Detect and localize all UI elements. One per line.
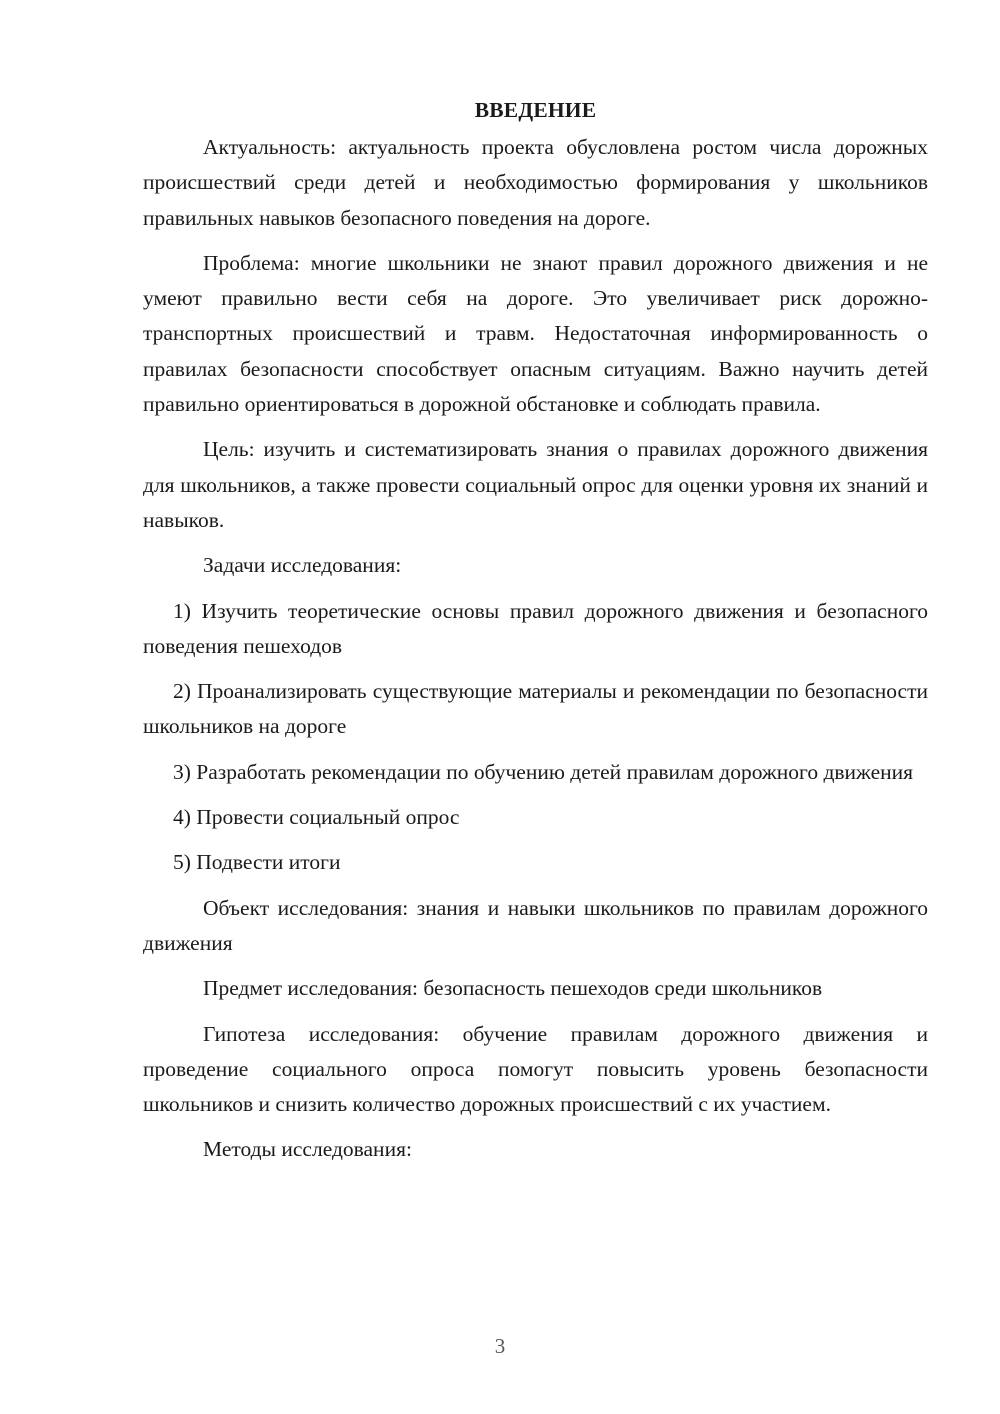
task-item-5: 5) Подвести итоги: [173, 850, 341, 875]
page-content: [143, 95, 928, 1178]
page-number: 3: [494, 1334, 506, 1358]
task-item-1: 1) Изучить теоретические основы правил дорожного движения и безопасного поведения пешеходов: [143, 598, 928, 658]
problem-paragraph: Проблема: многие школьники не знают правил дорожного движения и не умеют правильно вести себя на дороге. Это увеличивает риск дорожно-транспортных происшествий и травм. Недостаточная информированность о правилах безопасности способствует опасным ситуациям. Важно научить детей правильно ориентироваться в дорожной обстановке и соблюдать правила.: [143, 250, 928, 417]
object-paragraph: Объект исследования: знания и навыки школьников по правилам дорожного движения: [143, 895, 928, 955]
goal-paragraph: Цель: изучить и систематизировать знания о правилах дорожного движения для школьников, а также провести социальный опрос для оценки уровня их знаний и навыков.: [143, 437, 928, 532]
tasks-heading: Задачи исследования:: [203, 553, 402, 578]
task-item-4: 4) Провести социальный опрос: [173, 805, 460, 830]
task-item-2: 2) Проанализировать существующие материалы и рекомендации по безопасности школьников на дороге: [143, 679, 928, 739]
subject-paragraph: Предмет исследования: безопасность пешеходов среди школьников: [203, 976, 823, 1001]
methods-heading: Методы исследования:: [203, 1137, 412, 1162]
tasks-list: [143, 594, 928, 881]
task-item-3: 3) Разработать рекомендации по обучению детей правилам дорожного движения: [173, 759, 914, 784]
hypothesis-paragraph: Гипотеза исследования: обучение правилам дорожного движения и проведение социального опроса помогут повысить уровень безопасности школьников и снизить количество дорожных происшествий с их участием.: [143, 1021, 928, 1117]
section-title: ВВЕДЕНИЕ: [474, 98, 597, 122]
relevance-paragraph: Актуальность: актуальность проекта обусловлена ростом числа дорожных происшествий среди детей и необходимостью формирования у школьников правильных навыков безопасного поведения на дороге.: [143, 135, 928, 230]
